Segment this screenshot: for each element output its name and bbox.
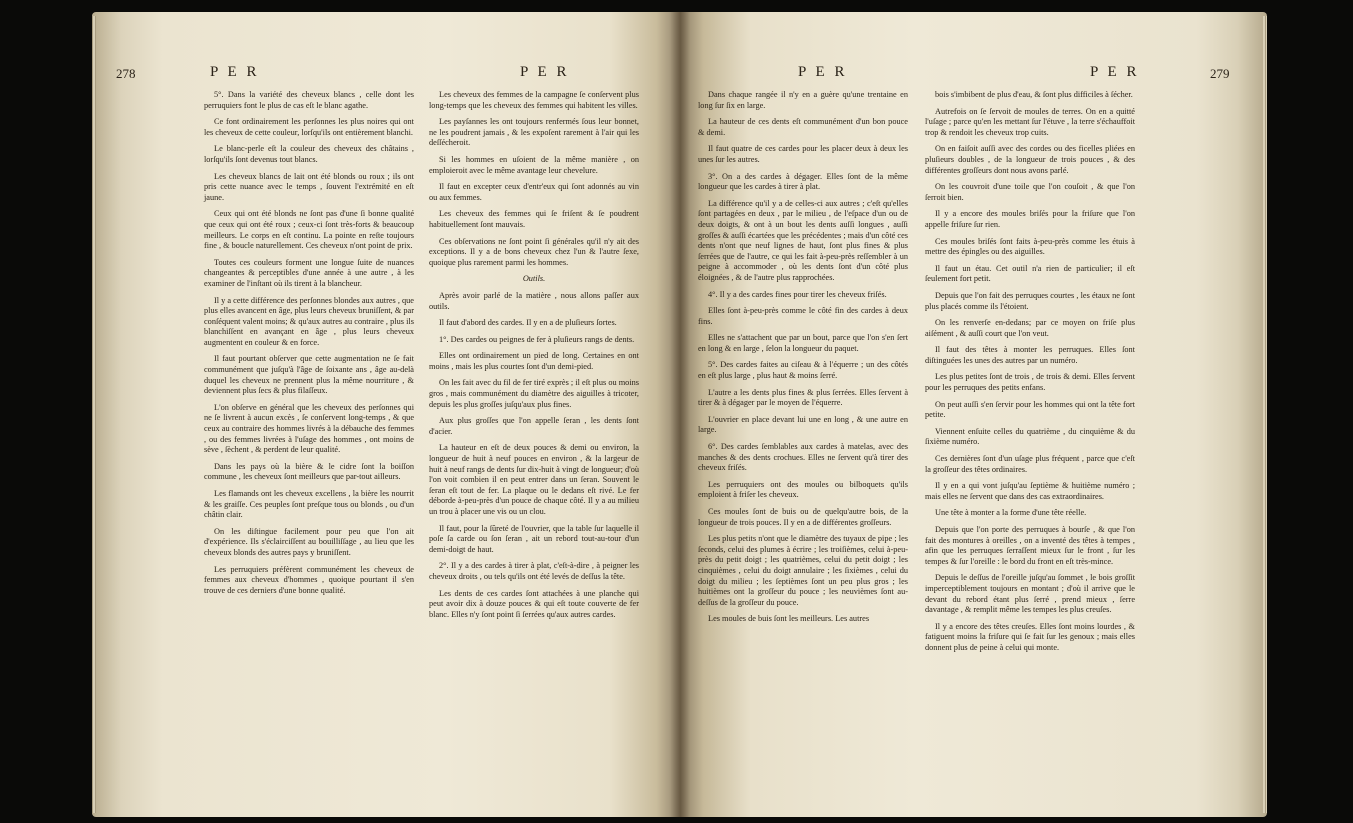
paragraph: Il y en a qui vont juſqu'au ſeptième & huitième numéro ; mais elles ne ſervent que dans des cas extraordinaires. (925, 481, 1135, 501)
running-head-left-col2: P E R (520, 64, 570, 80)
paragraph: Il faut d'abord des cardes. Il y en a de pluſieurs ſortes. (439, 318, 617, 328)
paragraph: Une tête à monter a la forme d'une tête réelle. (935, 508, 1087, 518)
right-page-column-2 (925, 90, 1135, 660)
paragraph: Il faut des têtes à monter les perruques. Elles ſont diſtinguées les unes des autres par un numéro. (925, 345, 1135, 365)
paragraph: La hauteur en eſt de deux pouces & demi ou environ, la longueur de huit à neuf pouces en environ , & la largeur de huit à neuf rangs de dents ſur dix-huit à vingt de longueur; d'où l'on voit combien il en peut entrer dans un ſeran. Souvent le ſeran eſt tout de fer. La plaque ou le dedans eſt rivé. Le fer déborde à-peu-près d'un pouce de chaque côté. Il y a au milieu un trou à placer une vis ou un clou. (429, 443, 639, 516)
paragraph: Les flamands ont les cheveux excellens , la bière les nourrit & les graiſſe. Ces peuples ſont preſque tous ou blonds , ou d'un châtin clair. (204, 489, 414, 520)
paragraph: Viennent enſuite celles du quatrième , du cinquième & du ſixième numéro. (925, 426, 1135, 447)
paragraph: Après avoir parlé de la matière , nous allons paſſer aux outils. (429, 290, 639, 311)
paragraph: Ceux qui ont été blonds ne ſont pas d'une ſi bonne qualité que ceux qui ont été roux ; ceux-ci ſont très-forts & beaucoup meilleurs. Le corps en eſt continu. La pointe en reſte toujours fine , & boucle naturellement. Ces cheveux n'ont point de prix. (204, 209, 414, 251)
paragraph: Les perruquiers ont des moules ou bilboquets qu'ils emploient à friſer les cheveux. (698, 479, 908, 500)
open-book (92, 12, 1267, 817)
paragraph: 2°. Il y a des cardes à tirer à plat, c'eſt-à-dire , à peigner les cheveux droits , ou tels qu'ils ont été levés de deſſus la tête. (429, 561, 639, 581)
paragraph: On en faiſoit auſſi avec des cordes ou des ficelles pliées en pluſieurs doubles , de la longueur de trois pouces , & des différentes groſſeurs dont nous avons parlé. (925, 144, 1135, 175)
paragraph: bois s'imbibent de plus d'eau, & ſont plus difficiles à ſécher. (935, 90, 1133, 99)
paragraph: Il faut en excepter ceux d'entr'eux qui ſont adonnés au vin ou aux femmes. (429, 182, 639, 202)
right-page-edges (1263, 16, 1267, 813)
paragraph: Les cheveux des femmes qui ſe friſent & ſe poudrent habituellement ſont mauvais. (429, 209, 639, 229)
paragraph: Toutes ces couleurs forment une longue ſuite de nuances changeantes & perceptibles d'une année à une autre , à les examiner de l'inſtant où ils tirent à la blancheur. (204, 257, 414, 288)
paragraph: L'autre a les dents plus fines & plus ſerrées. Elles ſervent à tirer & à dégager par le moyen de l'équerre. (698, 387, 908, 408)
paragraph: Ces moules briſés ſont faits à-peu-près comme les étuis à mettre des épingles ou des aiguilles. (925, 236, 1135, 257)
paragraph: 1°. Des cardes ou peignes de fer à pluſieurs rangs de dents. (439, 334, 635, 344)
paragraph: Les payſannes les ont toujours renfermés ſous leur bonnet, ne les poudrent jamais , & les expoſent rarement à l'air qui les deſſécheroit. (429, 117, 639, 148)
paragraph: 6°. Des cardes ſemblables aux cardes à matelas, avec des manches & des dents crochues. Elles ne ſervent qu'à tirer des cheveux friſés. (698, 442, 908, 473)
paragraph: Elles ont ordinairement un pied de long. Certaines en ont moins , mais les plus courtes ſont d'un demi-pied. (429, 351, 639, 371)
paragraph: Depuis que l'on porte des perruques à bourſe , & que l'on fait des montures à oreilles , on a inventé des têtes à tempes , afin que les perruques ſerraſſent mieux ſur le front , ſur les tempes & ſur l'oreille : le bord du front en eſt très-mince. (925, 525, 1135, 566)
paragraph: Il faut quatre de ces cardes pour les placer deux à deux les unes ſur les autres. (698, 144, 908, 164)
paragraph: L'ouvrier en place devant lui une en long , & une autre en large. (698, 414, 908, 435)
paragraph: Elles ſont à-peu-près comme le côté fin des cardes à deux fins. (698, 306, 908, 326)
running-head-right-col2: P E R (1090, 64, 1140, 80)
running-head-right-col1: P E R (798, 64, 848, 80)
paragraph: Elles ne s'attachent que par un bout, parce que l'on s'en ſert en long & en large , ſelon la longueur du paquet. (698, 333, 908, 353)
paragraph: Les dents de ces cardes ſont attachées à une planche qui peut avoir dix à douze pouces & qui eſt toute couverte de fer blanc. Elles n'y ſont point ſi ſerrées qu'aux autres cardes. (429, 588, 639, 619)
paragraph: Les cheveux blancs de lait ont été blonds ou roux ; ils ont pris cette nuance avec le temps , ſouvent l'extrémité en eſt jaune. (204, 171, 414, 202)
paragraph: Depuis le deſſus de l'oreille juſqu'au ſommet , le bois groſſit imperceptiblement toujours en montant ; d'où il arrive que le devant du rebord étant plus ſerré , prend mieux , ſerre davantage , & remplit même les tempes les plus creuſes. (925, 573, 1135, 615)
paragraph: On les diſtingue facilement pour peu que l'on ait d'expérience. Ils s'éclairciſſent au bouilliſſage , au lieu que les cheveux blonds des autres pays y bruniſſent. (204, 526, 414, 557)
right-page (680, 12, 1267, 817)
page-number-left: 278 (116, 66, 136, 81)
page-number-right: 279 (1210, 66, 1230, 81)
paragraph: La hauteur de ces dents eſt communément d'un bon pouce & demi. (698, 117, 908, 137)
paragraph: 5°. Des cardes faites au ciſeau & à l'équerre ; un des côtés en eſt plus large , plus haut & moins ſerré. (698, 360, 908, 381)
paragraph: Il y a encore des moules briſés pour la friſure que l'on appelle friſure ſur rien. (925, 209, 1135, 229)
paragraph: Il faut, pour la ſûreté de l'ouvrier, que la table ſur laquelle il poſe ſa carde ou ſon ſeran , ait un rebord tout-au-tour d'un demi-doigt de haut. (429, 523, 639, 554)
paragraph: On les fait avec du fil de fer tiré exprès ; il eſt plus ou moins gros , mais communément du diamètre des aiguilles à tricoter, depuis les plus groſſes juſqu'aux plus fines. (429, 378, 639, 409)
paragraph: Il y a encore des têtes creuſes. Elles ſont moins lourdes , & fatiguent moins la friſure qui ſe fait ſur les genoux ; mais elles donnent plus de peine à celui qui monte. (925, 621, 1135, 652)
paragraph: Dans les pays où la bière & le cidre ſont la boiſſon commune , les cheveux ſont meilleurs que par-tout ailleurs. (204, 461, 414, 482)
paragraph: Les plus petites ſont de trois , de trois & demi. Elles ſervent pour les perruques des petits enfans. (925, 372, 1135, 393)
book-gutter (670, 12, 690, 817)
paragraph: Si les hommes en uſoient de la même manière , on emploieroit avec le même avantage leur chevelure. (429, 154, 639, 175)
paragraph: Les moules de buis ſont les meilleurs. Les autres (708, 614, 870, 624)
paragraph: Dans chaque rangée il n'y en a guère qu'une trentaine en long ſur ſix en large. (698, 90, 908, 110)
paragraph: Il faut un étau. Cet outil n'a rien de particulier; il eſt ſeulement fort petit. (925, 263, 1135, 284)
paragraph: 5°. Dans la variété des cheveux blancs , celle dont les perruquiers font le plus de cas eſt le blanc agathe. (204, 90, 414, 110)
left-page (92, 12, 680, 817)
paragraph: Ces obſervations ne ſont point ſi générales qu'il n'y ait des exceptions. Il y a de bons cheveux chez l'un & l'autre ſexe, quoique plus rarement parmi les hommes. (429, 236, 639, 267)
running-head-left-col1: P E R (210, 64, 260, 80)
paragraph: On les couvroit d'une toile que l'on couſoit , & que l'on ſerroit bien. (925, 182, 1135, 202)
paragraph: Aux plus groſſes que l'on appelle ſeran , les dents ſont d'acier. (429, 416, 639, 436)
left-page-edges (92, 16, 96, 813)
right-page-column-1 (698, 90, 908, 631)
paragraph: On les renverſe en-dedans; par ce moyen on friſe plus aiſément , & auſſi court que l'on veut. (925, 318, 1135, 338)
paragraph: Il y a cette différence des perſonnes blondes aux autres , que plus elles avancent en âge, plus leurs cheveux bruniſſent, & par conſéquent valent moins; & qu'aux autres au contraire , plus ils blanchiſſent en avançant en âge , plus leurs cheveux augmentent en couleur & en force. (204, 295, 414, 347)
paragraph: Les perruquiers préfèrent communément les cheveux de femmes aux cheveux d'hommes , quoique pourtant il s'en trouve de ces derniers d'une bonne qualité. (204, 564, 414, 595)
paragraph: 3°. On a des cardes à dégager. Elles ſont de la même longueur que les cardes à tirer à plat. (698, 171, 908, 192)
paragraph: La différence qu'il y a de celles-ci aux autres ; c'eſt qu'elles ſont partagées en deux , par le milieu , de l'eſpace d'un ou de deux doigts, & ont à un bout les dents auſſi longues , auſſi groſſes & auſſi écartées que les précédentes ; mais d'un côté ces dents n'ont que neuf lignes de haut, ſont plus fines & plus ſerrées que de l'autre, ce qui les fait à-peu-près reſſembler à un peigne à accommoder , où les dents ſont d'un côté plus éloignées , & de l'autre plus rapprochées. (698, 198, 908, 282)
paragraph: Outils. (522, 274, 546, 284)
paragraph: Ces dernières ſont d'un uſage plus fréquent , parce que c'eſt la groſſeur des têtes ordinaires. (925, 454, 1135, 474)
paragraph: Le blanc-perle eſt la couleur des cheveux des châtains , lorſqu'ils ſont devenus tout blancs. (204, 144, 414, 164)
paragraph: Il faut pourtant obſerver que cette augmentation ne ſe fait communément que juſqu'à l'âge de ſoixante ans , âge au-delà duquel les cheveux ne prennent plus la même nourriture , & deviennent plus ſecs & plus filaſſeux. (204, 354, 414, 396)
left-page-column-1 (204, 90, 414, 602)
paragraph: Ces moules ſont de buis ou de quelqu'autre bois, de la longueur de trois pouces. Il y en a de différentes groſſeurs. (698, 507, 908, 527)
paragraph: Ce font ordinairement les perſonnes les plus noires qui ont les cheveux de cette couleur, lorſqu'ils ont entièrement blanchi. (204, 117, 414, 137)
paragraph: Depuis que l'on fait des perruques courtes , les étaux ne ſont plus placés comme ils l'étoient. (925, 290, 1135, 311)
paragraph: On peut auſſi s'en ſervir pour les hommes qui ont la tête fort petite. (925, 399, 1135, 420)
paragraph: Autrefois on ſe ſervoit de moules de terres. On en a quitté l'uſage ; parce qu'en les mettant ſur l'étuve , la terre s'échauffoit trop & rendoit les cheveux trop cuits. (925, 106, 1135, 137)
paragraph: Les cheveux des femmes de la campagne ſe conſervent plus long-temps que les cheveux des femmes qui habitent les villes. (429, 90, 639, 110)
paragraph: Les plus petits n'ont que le diamètre des tuyaux de pipe ; les ſeconds, celui des plumes à écrire ; les troiſièmes, celui à-peu-près du petit doigt ; les quatrièmes, celui du petit doigt ; les cinquièmes , celui du doigt annulaire ; les ſixièmes , celui du doigt du milieu ; les ſeptièmes ſont un peu plus gros ; les huitièmes ont la groſſeur du pouce ; les neuvièmes ſont au-deſſus de la groſſeur du pouce. (698, 534, 908, 607)
left-page-column-2 (429, 90, 639, 626)
paragraph: 4°. Il y a des cardes fines pour tirer les cheveux friſés. (708, 289, 887, 299)
paragraph: L'on obſerve en général que les cheveux des perſonnes qui ne ſe livrent à aucun excès , ſe conſervent long-temps , & que ceux au contraire des hommes livrés à la débauche des femmes , ou des femmes livrées à l'uſage des hommes , ont moins de sève , ſèchent , & perdent de leur qualité. (204, 402, 414, 455)
